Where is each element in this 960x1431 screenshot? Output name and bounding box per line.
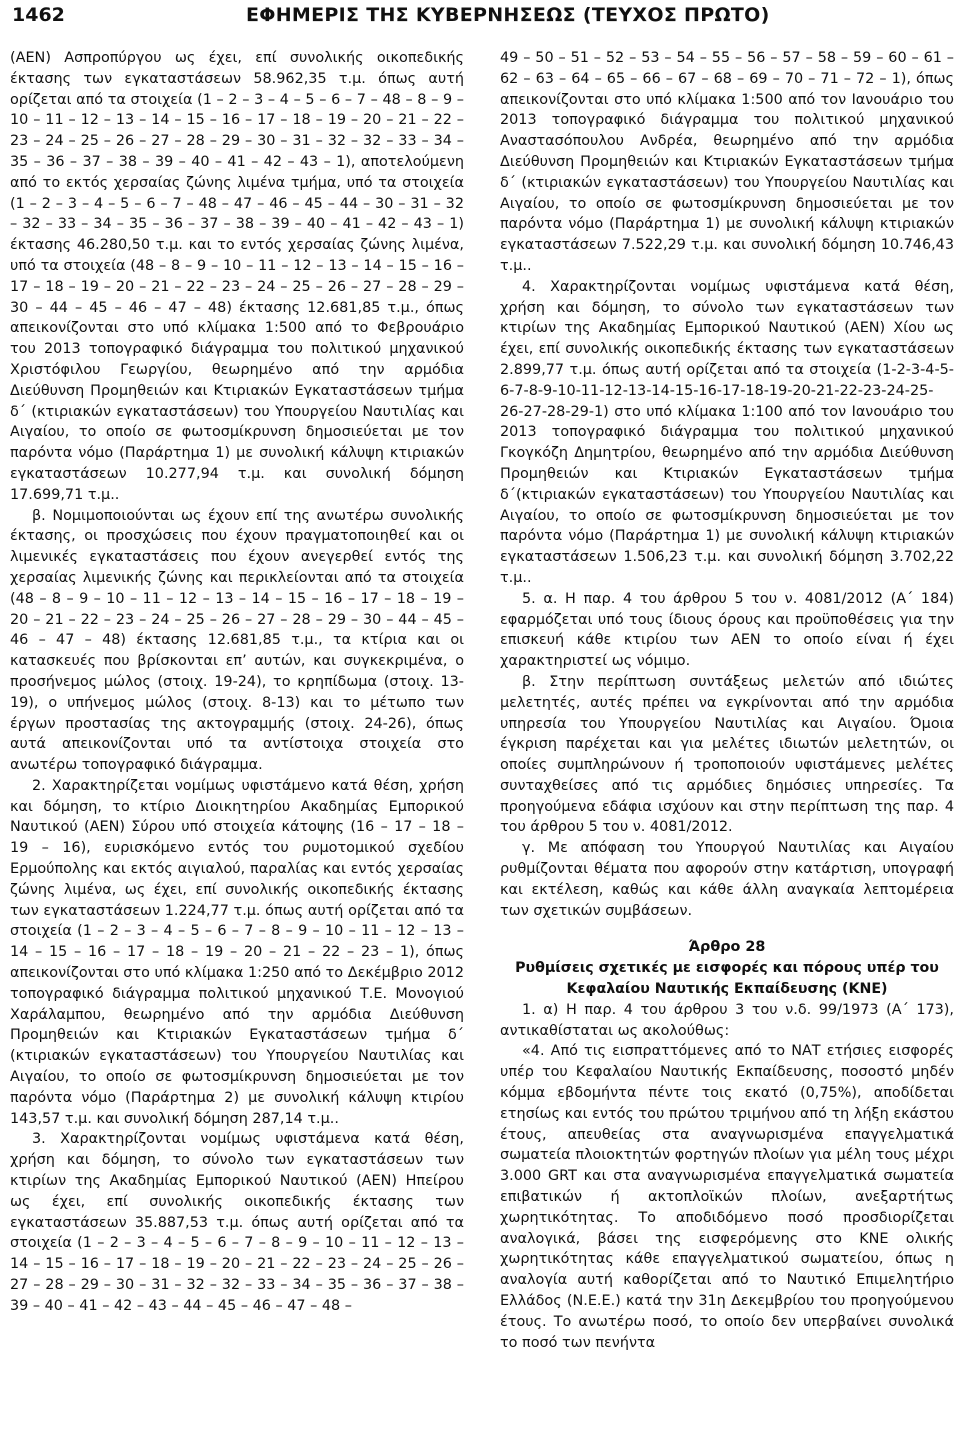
paragraph: 5. α. Η παρ. 4 του άρθρου 5 του ν. 4081/2012 (Α΄ 184) εφαρμόζεται υπό τους ίδιους όρους και προϋποθέσεις για την επισκευή κάθε κτιρίου των ΑΕΝ το οποίο είναι ή έχει χαρακτηριστεί ως νόμιμο. [500, 590, 954, 670]
paragraph: β. Στην περίπτωση συντάξεως μελετών από ιδιώτες μελετητές, αυτές πρέπει να εγκρίνονται από την αρμόδια υπηρεσία του Υπουργείου Ναυτιλίας και Αιγαίου. Όμοια έγκριση παρέχεται και για μελέτες ιδιωτών μελετητών, οι οποίες συμπληρώνουν ή τροποποιούν υφιστάμενες μελέτες συνταχθείσες από τις αρμόδιες δημόσιες υπηρεσίες. Τα προηγούμενα εδάφια ισχύουν και στην περίπτωση της παρ. 4 του άρθρου 5 του ν. 4081/2012. [500, 673, 954, 836]
paragraph: (ΑΕΝ) Ασπροπύργου ως έχει, επί συνολικής οικοπεδικής έκτασης των εγκαταστάσεων 58.962,35 τ.μ. όπως αυτή ορίζεται από τα στοιχεία (1 – 2 – 3 – 4 – 5 – 6 – 7 – 48 – 8 – 9 – 10 – 11 – 12 – 13 – 14 – 15 – 16 – 17 – 18 – 19 – 20 – 21 – 22 – 23 – 24 – 25 – 26 – 27 – 28 – 29 – 30 – 31 – 32 – 32 – 33 – 34 – 35 – 36 – 37 – 38 – 39 – 40 – 41 – 42 – 43 – 1), αποτελούμενη από το εκτός χερσαίας ζώνης λιμένα τμήμα, υπό τα στοιχεία (1 – 2 – 3 – 4 – 5 – 6 – 7 – 48 – 47 – 46 – 45 – 44 – 30 – 31 – 32 – 32 – 33 – 34 – 35 – 36 – 37 – 38 – 39 – 40 – 41 – 42 – 43 – 1) έκτασης 46.280,50 τ.μ. και το εντός χερσαίας ζώνης λιμένα, υπό τα στοιχεία (48 – 8 – 9 – 10 – 11 – 12 – 13 – 14 – 15 – 16 – 17 – 18 – 19 – 20 – 21 – 22 – 23 – 24 – 25 – 26 – 27 – 28 – 29 – 30 – 44 – 45 – 46 – 47 – 48) έκτασης 12.681,85 τ.μ., όπως απεικονίζονται στο υπό κλίμακα 1:500 από το Φεβρουάριο του 2013 τοπογραφικό διάγραμμα του πολιτικού μηχανικού Χριστόφιλου Γεωργίου, θεωρημένο από την αρμόδια Διεύθυνση Προμηθειών και Κτιριακών Εγκαταστάσεων τμήμα δ΄ (κτιριακών εγκαταστάσεων) του Υπουργείου Ναυτιλίας και Αιγαίου, το οποίο σε φωτοσμίκρυνση δημοσιεύεται με τον παρόντα νόμο (Παράρτημα 1) με συνολική κάλυψη κτιριακών εγκαταστάσεων 10.277,94 τ.μ. και συνολική δόμηση 17.699,71 τ.μ.. [10, 50, 464, 503]
right-column [500, 48, 954, 1353]
paragraph: 1. α) Η παρ. 4 του άρθρου 3 του ν.δ. 99/1973 (Α΄ 173), αντικαθίσταται ως ακολούθως: [500, 1001, 954, 1039]
paragraph: 2. Χαρακτηρίζεται νομίμως υφιστάμενο κατά θέση, χρήση και δόμηση, το κτίριο Διοικητηρίου Ακαδημίας Εμπορικού Ναυτικού (ΑΕΝ) Σύρου υπό στοιχεία κάτοψης (16 – 17 – 18 – 19 – 16), ευρισκόμενο εντός του ρυμοτομικού σχεδίου Ερμούπολης και εκτός αιγιαλού, παραλίας και εντός χερσαίας ζώνης λιμένα, ως έχει, επί συνολικής οικοπεδικής έκτασης των εγκαταστάσεων 1.224,77 τ.μ. όπως αυτή ορίζεται από τα στοιχεία (1 – 2 – 3 – 4 – 5 – 6 – 7 – 8 – 9 – 10 – 11 – 12 – 13 – 14 – 15 – 16 – 17 – 18 – 19 – 20 – 21 – 22 – 23 – 1), όπως απεικονίζονται στο υπό κλίμακα 1:250 από το Δεκέμβριο 2012 τοπογραφικό διάγραμμα πολιτικού μηχανικού Τ.Ε. Μονογιού Χαράλαμπου, θεωρημένο από την αρμόδια Διεύθυνση Προμηθειών και Κτιριακών Εγκαταστάσεων τμήμα δ΄ (κτιριακών εγκαταστάσεων) του Υπουργείου Ναυτιλίας και Αιγαίου, το οποίο σε φωτοσμίκρυνση δημοσιεύεται με τον παρόντα νόμο (Παράρτημα 2) με συνολική κάλυψη κτιρίου 143,57 τ.μ. και συνολική δόμηση 287,14 τ.μ.. [10, 777, 464, 1127]
paragraph: 49 – 50 – 51 – 52 – 53 – 54 – 55 – 56 – 57 – 58 – 59 – 60 – 61 – 62 – 63 – 64 – 65 – 66 – 67 – 68 – 69 – 70 – 71 – 72 – 1), όπως απεικονίζονται στο υπό κλίμακα 1:500 από τον Ιανουάριο του 2013 τοπογραφικό διάγραμμα του πολιτικού μηχανικού Αναστασόπουλου Ανδρέα, θεωρημένο από την αρμόδια Διεύθυνση Προμηθειών και Κτιριακών Εγκαταστάσεων τμήμα δ΄ (κτιριακών εγκαταστάσεων) του Υπουργείου Ναυτιλίας και Αιγαίου, το οποίο σε φωτοσμίκρυνση δημοσιεύεται με τον παρόντα νόμο (Παράρτημα 1) με συνολική κάλυψη κτιριακών εγκαταστάσεων 7.522,29 τ.μ. και συνολική δόμηση 10.746,43 τ.μ.. [500, 50, 954, 274]
gazette-title: ΕΦΗΜΕΡΙΣ ΤΗΣ ΚΥΒΕΡΝΗΣΕΩΣ (ΤΕΥΧΟΣ ΠΡΩΤΟ) [246, 4, 770, 26]
paragraph: β. Νομιμοποιούνται ως έχουν επί της ανωτέρω συνολικής έκτασης, οι προσχώσεις που έχουν πραγματοποιηθεί και οι λιμενικές εγκαταστάσεις που έχουν ανεγερθεί εντός της χερσαίας λιμενικής ζώνης και περικλείονται από τα στοιχεία (48 – 8 – 9 – 10 – 11 – 12 – 13 – 14 – 15 – 16 – 17 – 18 – 19 – 20 – 21 – 22 – 23 – 24 – 25 – 26 – 27 – 28 – 29 – 30 – 44 – 45 – 46 – 47 – 48) έκτασης 12.681,85 τ.μ., τα κτίρια και οι κατασκευές που βρίσκονται επ’ αυτών, και συγκεκριμένα, ο προσήνεμος μώλος (στοιχ. 19-24), το κρηπίδωμα (στοιχ. 13-19), ο υπήνεμος μώλος (στοιχ. 8-13) και το μέτωπο των έργων προστασίας της ακτογραμμής (στοιχ. 24-26), όπως αυτά απεικονίζονται υπό τα αντίστοιχα στοιχεία στο ανωτέρω τοπογραφικό διάγραμμα. [10, 507, 464, 774]
page-number: 1462 [12, 4, 65, 26]
article-title: Άρθρο 28 [688, 939, 766, 956]
left-column [10, 48, 464, 1317]
page-header [0, 0, 960, 34]
article-subtitle: Ρυθμίσεις σχετικές με εισφορές και πόρους υπέρ του Κεφαλαίου Ναυτικής Εκπαίδευσης (ΚΝΕ) [515, 960, 939, 998]
paragraph: γ. Με απόφαση του Υπουργού Ναυτιλίας και Αιγαίου ρυθμίζονται θέματα που αφορούν στην κατάρτιση, υπογραφή και εκτέλεση, καθώς και κάθε άλλη αναγκαία λεπτομέρεια των σχετικών συμβάσεων. [500, 840, 954, 919]
paragraph: 4. Χαρακτηρίζονται νομίμως υφιστάμενα κατά θέση, χρήση και δόμηση, το σύνολο των εγκαταστάσεων των κτιρίων της Ακαδημίας Εμπορικού Ναυτικού (ΑΕΝ) Χίου ως έχει, επί συνολικής οικοπεδικής έκτασης των εγκαταστάσεων 2.899,77 τ.μ. όπως αυτή ορίζεται από τα στοιχεία (1-2-3-4-5-6-7-8-9-10-11-12-13-14-15-16-17-18-19-20-21-22-23-24-25-26-27-28-29-1) στο υπό κλίμακα 1:100 από τον Ιανουάριο του 2013 τοπογραφικό διάγραμμα του πολιτικού μηχανικού Γκογκόζη Δημητρίου, θεωρημένο από την αρμόδια Διεύθυνση Προμηθειών και Κτιριακών Εγκαταστάσεων τμήμα δ΄(κτιριακών εγκαταστάσεων) του Υπουργείου Ναυτιλίας και Αιγαίου, το οποίο σε φωτοσμίκρυνση δημοσιεύεται με τον παρόντα νόμο (Παράρτημα 1) με συνολική κάλυψη κτιριακών εγκαταστάσεων 1.506,23 τ.μ. και συνολική δόμηση 3.702,22 τ.μ.. [500, 278, 954, 586]
paragraph: 3. Χαρακτηρίζονται νομίμως υφιστάμενα κατά θέση, χρήση και δόμηση, το σύνολο των εγκαταστάσεων των κτιρίων της Ακαδημίας Εμπορικού Ναυτικού (ΑΕΝ) Ηπείρου ως έχει, επί συνολικής οικοπεδικής έκτασης των εγκαταστάσεων 35.887,53 τ.μ. όπως αυτή ορίζεται από τα στοιχεία (1 – 2 – 3 – 4 – 5 – 6 – 7 – 8 – 9 – 10 – 11 – 12 – 13 – 14 – 15 – 16 – 17 – 18 – 19 – 20 – 21 – 22 – 23 – 24 – 25 – 26 – 27 – 28 – 29 – 30 – 31 – 32 – 32 – 33 – 34 – 35 – 36 – 37 – 38 – 39 – 40 – 41 – 42 – 43 – 44 – 45 – 46 – 47 – 48 – [10, 1131, 464, 1314]
paragraph: «4. Από τις εισπραττόμενες από το ΝΑΤ ετήσιες εισφορές υπέρ του Κεφαλαίου Ναυτικής Εκπαίδευσης, ποσοστό μηδέν κόμμα εβδομήντα πέντε τοις εκατό (0,75%), αποδίδεται ετησίως και εντός του πρώτου τριμήνου από τη λήξη εκάστου έτους, απευθείας στα αναγνωρισμένα επαγγελματικά σωματεία πλοιοκτητών φορτηγών πλοίων για μέλη τους μέχρι 3.000 GRT και στα αναγνωρισμένα επαγγελματικά σωματεία επιβατικών ή ακτοπλοϊκών πλοίων, ανεξαρτήτως χωρητικότητας. Το αποδιδόμενο ποσό προσδιορίζεται αναλογικά, βάσει της εισφερόμενης στο ΚΝΕ ολικής χωρητικότητας κάθε επαγγελματικού σωματείου, όπως η αναλογία αυτή καθορίζεται από το Ναυτικό Επιμελητήριο Ελλάδος (Ν.Ε.Ε.) κατά την 31η Δεκεμβρίου του προηγούμενου έτους. Το ανωτέρω ποσό, το οποίο δεν υπερβαίνει συνολικά το ποσό των πενήντα [500, 1043, 954, 1351]
